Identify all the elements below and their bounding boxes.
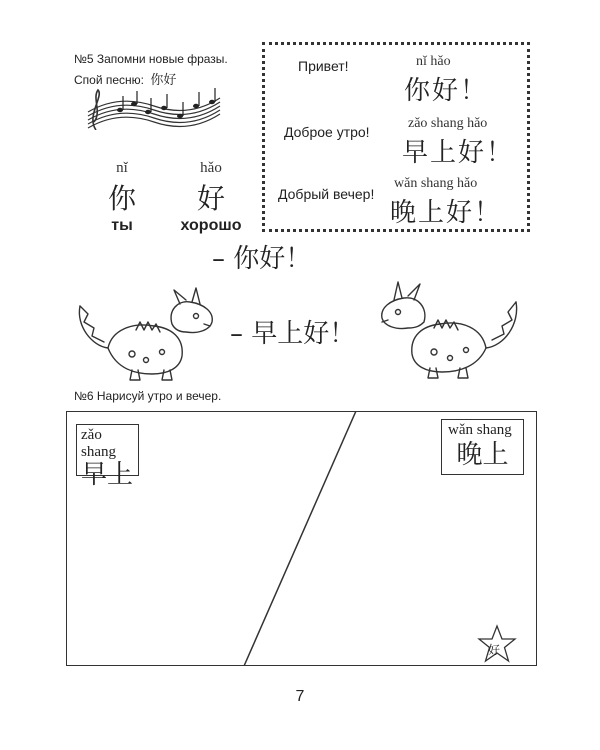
word-pinyin: hǎo xyxy=(200,160,222,176)
morning-hanzi: 早上 xyxy=(81,460,134,490)
dragon-left-icon xyxy=(72,282,222,382)
phrase-hanzi-2: 早上好！ xyxy=(402,138,515,168)
evening-card xyxy=(441,419,524,475)
word-pinyin: nǐ xyxy=(116,160,128,176)
phrase-pinyin-3: wǎn shang hǎo xyxy=(394,176,478,191)
morning-pinyin: zǎo shang xyxy=(81,427,116,460)
exercise-6-title: №6 Нарисуй утро и вечер. xyxy=(74,389,222,403)
word-card-hao xyxy=(166,160,256,235)
phrase-pinyin-2: zǎo shang hǎo xyxy=(408,116,488,131)
dialogue-line-2: – 早上好！ xyxy=(230,319,356,349)
word-translation: хорошо xyxy=(180,217,242,234)
phrase-pinyin-1: nǐ hǎo xyxy=(416,54,451,69)
phrase-hanzi-1: 你好！ xyxy=(404,76,489,106)
word-card-ni xyxy=(100,160,144,235)
phrase-russian-2: Доброе утро! xyxy=(284,124,370,140)
page-number: 7 xyxy=(295,688,305,705)
morning-card xyxy=(76,424,139,490)
phrase-russian-1: Привет! xyxy=(298,58,349,74)
phrase-russian-3: Добрый вечер! xyxy=(278,186,375,202)
song-chinese: 你好 xyxy=(150,73,177,88)
word-hanzi: 你 xyxy=(107,182,136,215)
song-label: Спой песню: xyxy=(74,73,145,87)
phrase-hanzi-3: 晚上好！ xyxy=(390,198,503,228)
star-glyph: 好 xyxy=(488,643,501,657)
exercise-5-title: №5 Запомни новые фразы. xyxy=(74,52,228,66)
dialogue-line-1: – 你好！ xyxy=(212,244,312,274)
evening-hanzi: 晚上 xyxy=(456,440,509,470)
evening-pinyin: wǎn shang xyxy=(448,422,512,438)
music-staff-icon xyxy=(84,86,224,130)
dragon-right-icon xyxy=(374,278,524,382)
word-hanzi: 好 xyxy=(196,182,225,215)
word-translation: ты xyxy=(111,217,133,234)
